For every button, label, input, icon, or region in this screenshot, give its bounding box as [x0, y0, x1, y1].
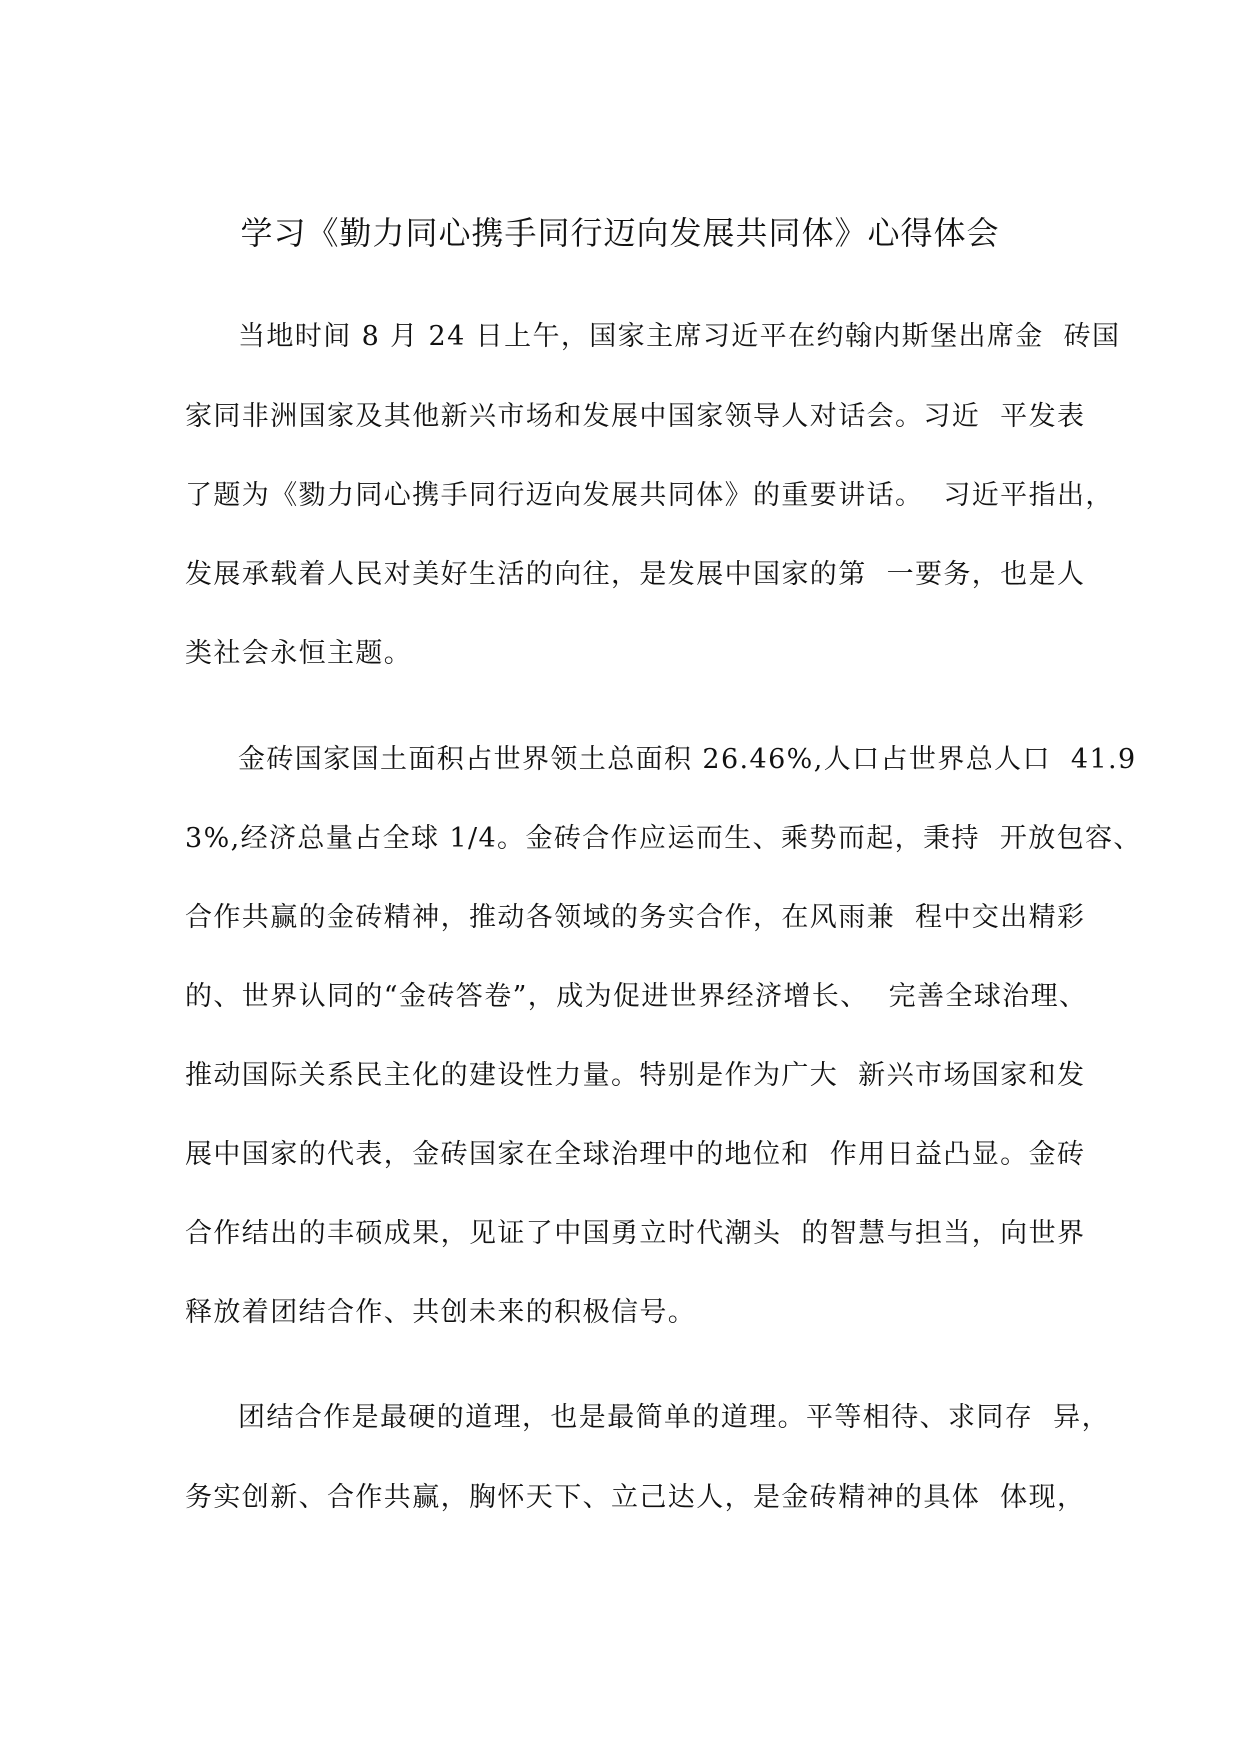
document-title: 学习《勤力同心携手同行迈向发展共同体》心得体会: [240, 214, 1000, 252]
paragraph-1-line-3: 了题为《勠力同心携手同行迈向发展共同体》的重要讲话。 习近平指出，: [185, 480, 1114, 511]
paragraph-1-line-4: 发展承载着人民对美好生活的向往，是发展中国家的第 一要务，也是人: [185, 559, 1086, 590]
paragraph-2-line-2: 3%,经济总量占全球 1/4。金砖合作应运而生、乘势而起，秉持 开放包容、: [185, 823, 1142, 854]
paragraph-2-line-1: 金砖国家国土面积占世界领土总面积 26.46%,人口占世界总人口 41.9: [238, 744, 1137, 775]
paragraph-1-line-5: 类社会永恒主题。: [185, 638, 413, 669]
paragraph-2-line-4: 的、世界认同的“金砖答卷”，成为促进世界经济增长、 完善全球治理、: [185, 981, 1088, 1012]
paragraph-3-line-1: 团结合作是最硬的道理，也是最简单的道理。平等相待、求同存 异，: [238, 1402, 1110, 1433]
paragraph-2-line-6: 展中国家的代表，金砖国家在全球治理中的地位和 作用日益凸显。金砖: [185, 1139, 1086, 1170]
paragraph-2-line-8: 释放着团结合作、共创未来的积极信号。: [185, 1297, 697, 1328]
paragraph-2-line-3: 合作共赢的金砖精神，推动各领域的务实合作，在风雨兼 程中交出精彩: [185, 902, 1086, 933]
paragraph-1-line-1: 当地时间 8 月 24 日上午，国家主席习近平在约翰内斯堡出席金 砖国: [238, 321, 1121, 352]
paragraph-1-line-2: 家同非洲国家及其他新兴市场和发展中国家领导人对话会。习近 平发表: [185, 401, 1086, 432]
paragraph-2-line-5: 推动国际关系民主化的建设性力量。特别是作为广大 新兴市场国家和发: [185, 1060, 1086, 1091]
paragraph-2-line-7: 合作结出的丰硕成果，见证了中国勇立时代潮头 的智慧与担当，向世界: [185, 1218, 1086, 1249]
paragraph-3-line-2: 务实创新、合作共赢，胸怀天下、立己达人，是金砖精神的具体 体现，: [185, 1482, 1086, 1513]
